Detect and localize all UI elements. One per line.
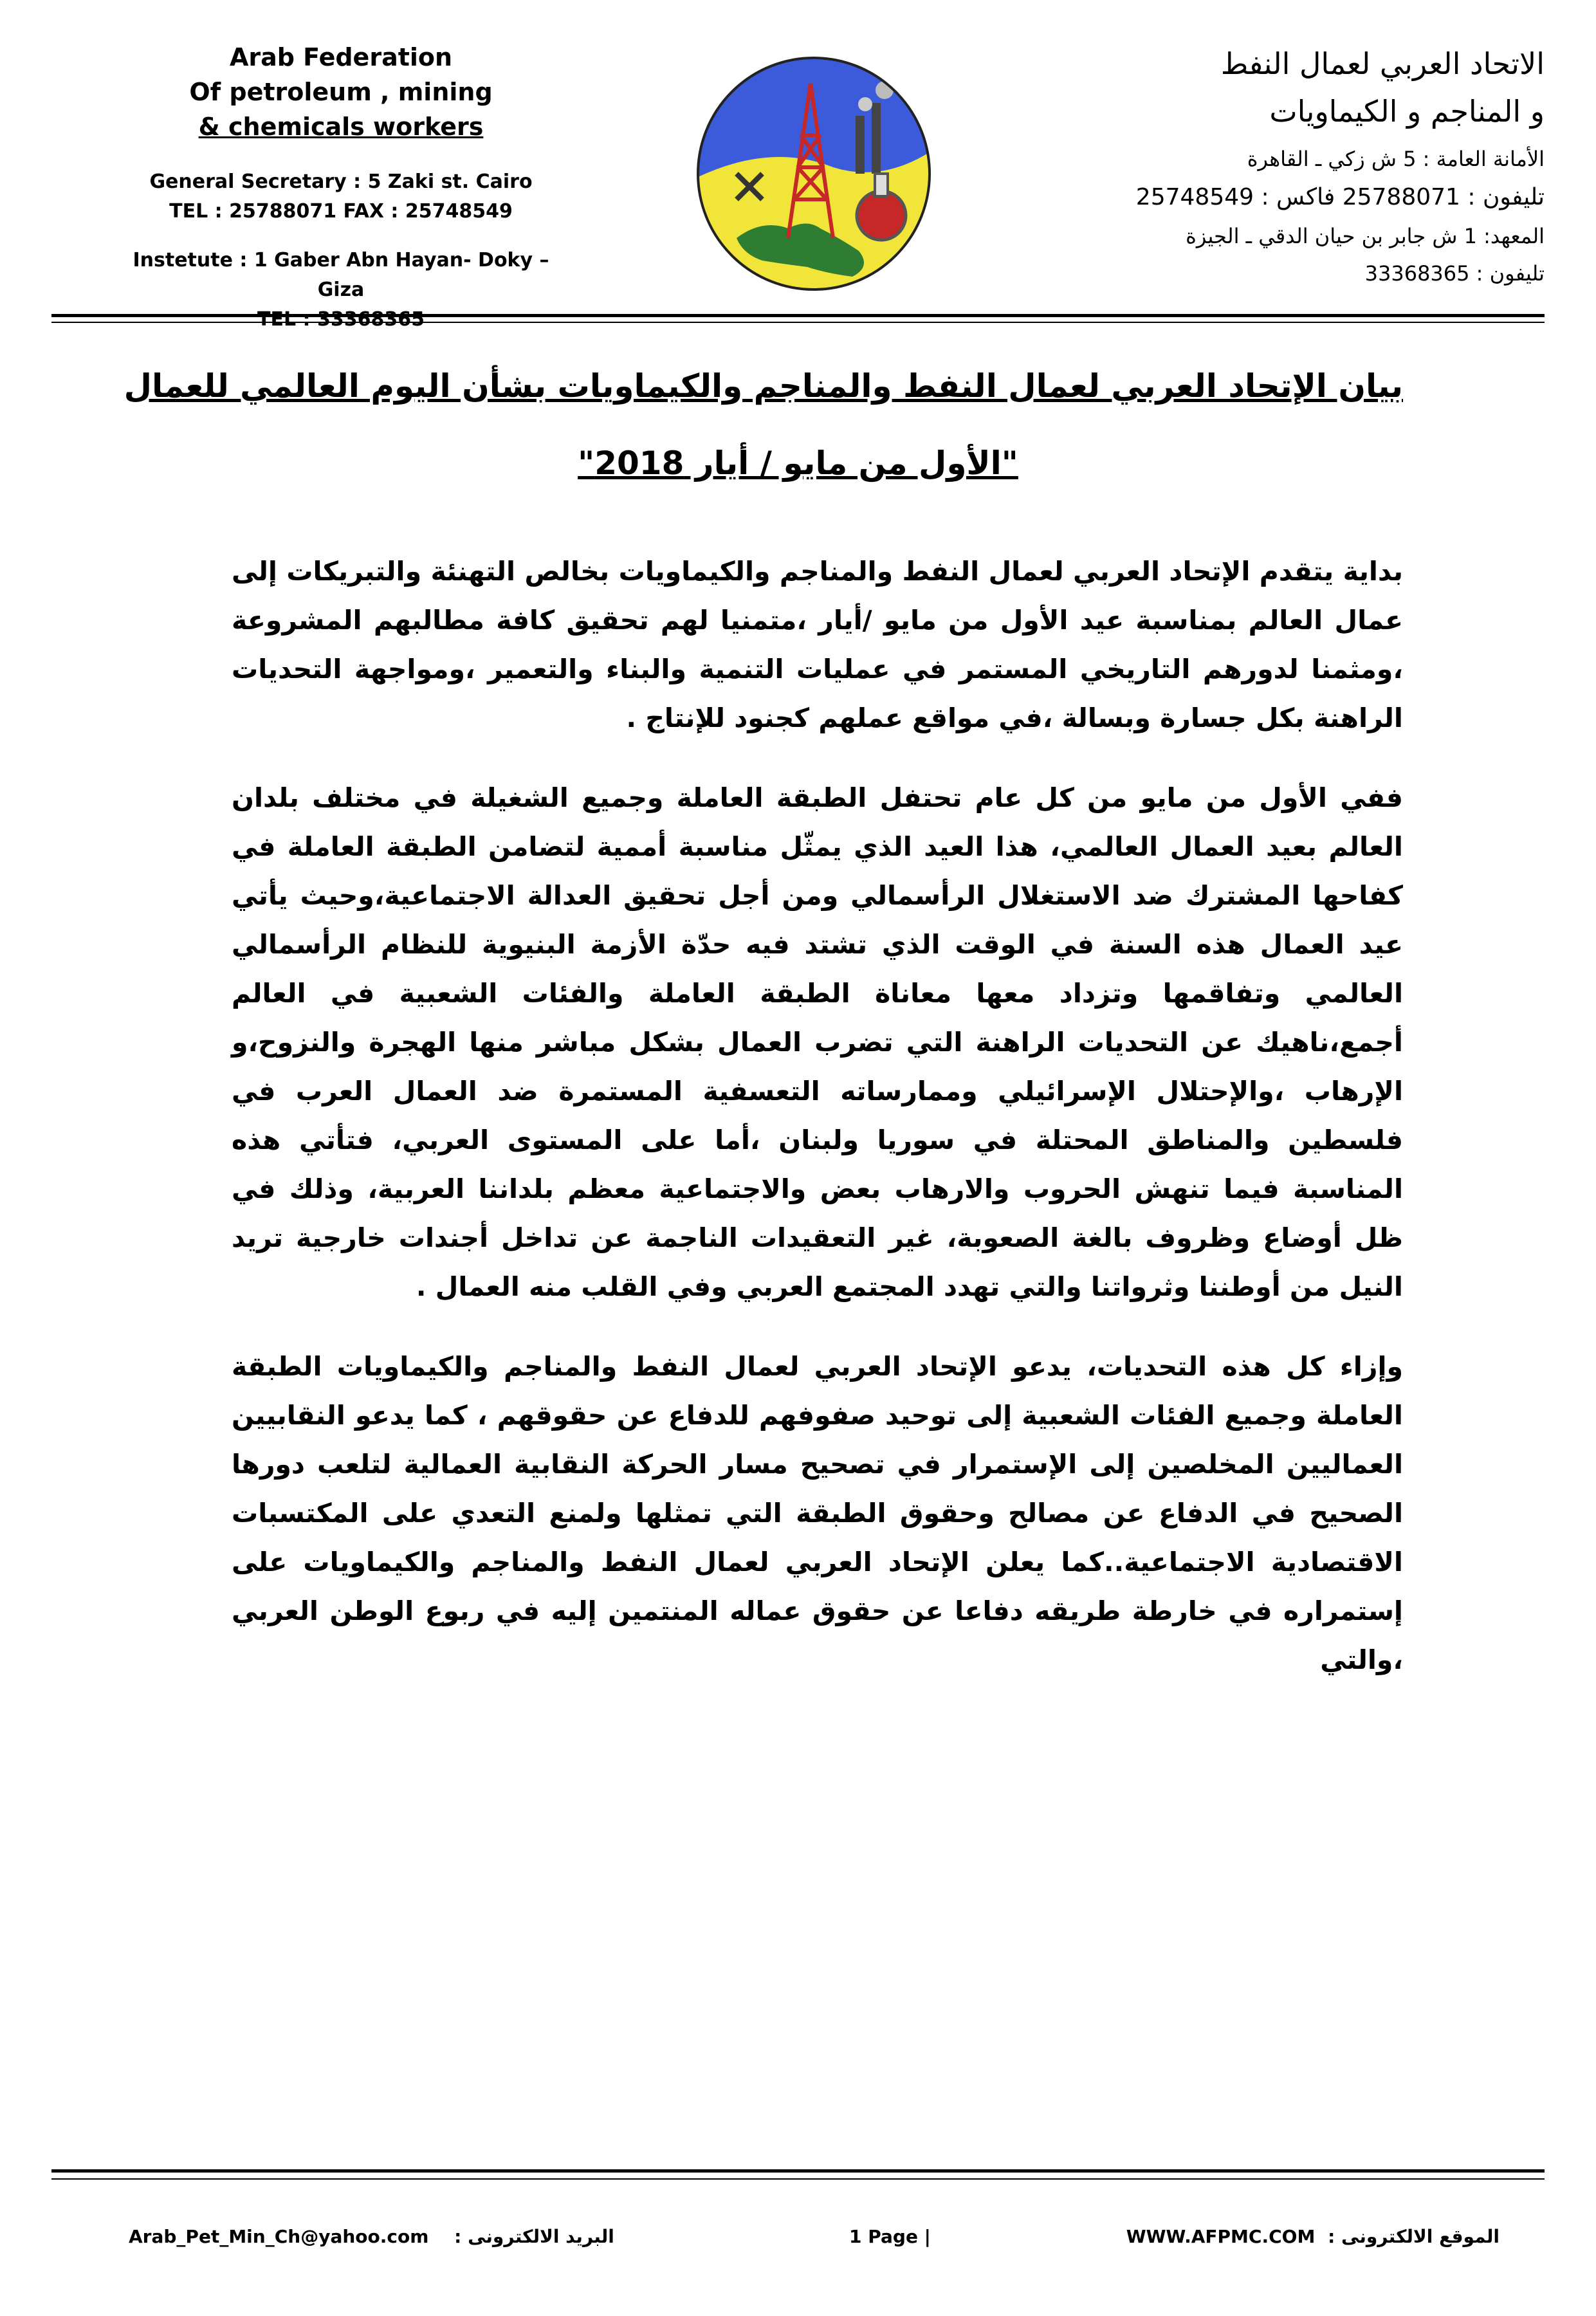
website-value[interactable]: WWW.AFPMC.COM bbox=[1126, 2226, 1316, 2247]
title-line1: بيان الإتحاد العربي لعمال النفط والمناجم والكيماويات بشأن اليوم العالمي للعمال bbox=[124, 367, 1403, 405]
institute-address-ar: المعهد: 1 ش جابر بن حيان الدقي ـ الجيزة bbox=[1186, 224, 1545, 248]
org-name-en-line2: Of petroleum , mining bbox=[189, 78, 493, 106]
title-line2: "الأول من مايو / أيار 2018" bbox=[578, 445, 1018, 482]
footer-divider bbox=[51, 2169, 1545, 2173]
institute-address-en: Instetute : 1 Gaber Abn Hayan- Doky – Giza bbox=[133, 249, 549, 301]
phones-ar: تليفون : 25788071 فاكس : 25748549 bbox=[1135, 184, 1545, 210]
phones-en: TEL : 25788071 FAX : 25748549 bbox=[169, 200, 513, 223]
statement-title bbox=[124, 360, 1403, 489]
institute-tel-ar: تليفون : 33368365 bbox=[1364, 261, 1545, 286]
header-divider bbox=[51, 314, 1545, 317]
page-footer bbox=[129, 2226, 1500, 2252]
secretary-address-ar: الأمانة العامة : 5 ش زكي ـ القاهرة bbox=[1247, 147, 1545, 171]
paragraph: بداية يتقدم الإتحاد العربي لعمال النفط والمناجم والكيماويات بخالص التهنئة والتبريكات إلى عمال العالم بمناسبة عيد الأول من مايو /أيار ،متمنيا لهم تحقيق كافة مطالبهم المشروعة ،ومثمنا لدورهم التاريخي المستمر في عمليات التنمية والبناء والتعمير ،ومواجهة التحديات الراهنة بكل جسارة وبسالة ،في مواقع عملهم كجنود للإنتاج . bbox=[232, 556, 1403, 733]
footer-website bbox=[1126, 2226, 1500, 2247]
header-english bbox=[109, 40, 573, 335]
paragraph: ففي الأول من مايو من كل عام تحتفل الطبقة العاملة وجميع الشغيلة في مختلف بلدان العالم بعيد العمال العالمي، هذا العيد الذي يمثّل مناسبة أممية لتضامن الطبقة العاملة في كفاحها المشترك ضد الاستغلال الرأسمالي ومن أجل تحقيق العدالة الاجتماعية،وحيث يأتي عيد العمال هذه السنة في الوقت الذي تشتد فيه حدّة الأزمة البنيوية للنظام الرأسمالي العالمي وتفاقمها وتزداد معها معاناة الطبقة العاملة والفئات الشعبية في العالم أجمع،ناهيك عن التحديات الراهنة التي تضرب العمال بشكل مباشر منها الهجرة والنزوح،و الإرهاب ،والإحتلال الإسرائيلي وممارساته التعسفية المستمرة ضد العمال العرب في فلسطين والمناطق المحتلة في سوريا ولبنان ،أما على المستوى العربي، فتأتي هذه المناسبة فيما تنهش الحروب والارهاب بعض والاجتماعية معظم بلداننا العربية، وذلك في ظل أوضاع وظروف بالغة الصعوبة، غير التعقيدات الناجمة عن تداخل أجندات خارجية تريد النيل من أوطننا وثرواتنا والتي تهدد المجتمع العربي وفي القلب منه العمال . bbox=[232, 782, 1403, 1302]
email-label: البريد الالكترونى : bbox=[454, 2226, 614, 2247]
footer-divider-thin bbox=[51, 2178, 1545, 2180]
website-label: الموقع الالكترونى : bbox=[1328, 2226, 1500, 2247]
federation-logo bbox=[692, 45, 936, 302]
logo-graphic bbox=[692, 45, 936, 302]
institute-tel-en: TEL : 33368365 bbox=[257, 308, 425, 331]
header-divider-thin bbox=[51, 322, 1545, 323]
header-arabic bbox=[1056, 40, 1545, 292]
org-name-en-line1: Arab Federation bbox=[229, 43, 453, 71]
email-value[interactable]: Arab_Pet_Min_Ch@yahoo.com bbox=[129, 2226, 429, 2247]
paragraph: وإزاء كل هذه التحديات، يدعو الإتحاد العربي لعمال النفط والمناجم والكيماويات الطبقة العاملة وجميع الفئات الشعبية إلى توحيد صفوفهم للدفاع عن حقوقهم ، كما يدعو النقابيين العماليين المخلصين إلى الإستمرار في تصحيح مسار الحركة النقابية العمالية لتلعب دورها الصحيح في الدفاع عن مصالح وحقوق الطبقة التي تمثلها ولمنع التعدي على المكتسبات الاقتصادية الاجتماعية..كما يعلن الإتحاد العربي لعمال النفط والمناجم والكيماويات على إستمراره في خارطة طريقه دفاعا عن حقوق عماله المنتمين إليه في ربوع الوطن العربي ،والتي bbox=[232, 1351, 1403, 1675]
secretary-address-en: General Secretary : 5 Zaki st. Cairo bbox=[149, 170, 533, 193]
org-name-en-line3: & chemicals workers bbox=[198, 113, 484, 141]
footer-email bbox=[129, 2226, 614, 2247]
page-number: 1 Page | bbox=[849, 2226, 931, 2247]
statement-body bbox=[232, 547, 1403, 1715]
org-name-ar-line2: و المناجم و الكيماويات bbox=[1269, 94, 1545, 129]
org-name-ar-line1: الاتحاد العربي لعمال النفط bbox=[1220, 46, 1545, 81]
